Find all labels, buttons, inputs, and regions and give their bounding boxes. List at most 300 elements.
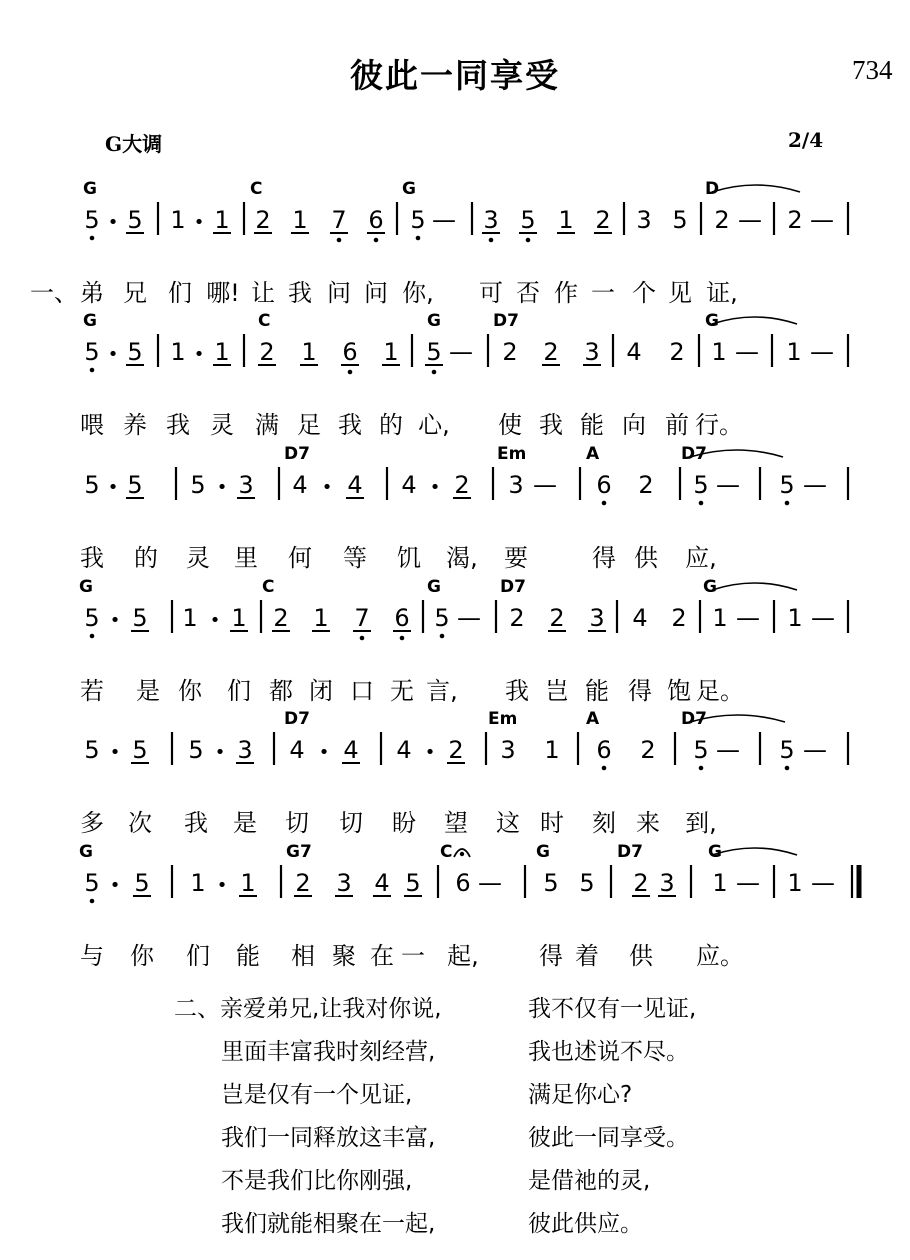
chord-symbol: C (440, 843, 453, 862)
chord-symbol: G (79, 578, 93, 597)
lyric-syllable: 无 (390, 677, 414, 705)
note: 5 (84, 604, 100, 632)
lyric-syllable: 我 (505, 677, 529, 705)
note: 7 (331, 206, 347, 234)
lyric-syllable: 我 (184, 809, 208, 837)
lyric-syllable: 起, (447, 942, 479, 970)
note: 6 (342, 338, 358, 366)
note: 5 (84, 338, 100, 366)
lyric-syllable: 何 (288, 544, 312, 572)
low-octave-dot (374, 238, 379, 243)
note: 3 (336, 869, 352, 897)
lyric-syllable: 我 (166, 411, 190, 439)
lyric-syllable: 足 (297, 411, 321, 439)
note: 1 (240, 869, 256, 897)
note: 3 (659, 869, 675, 897)
low-octave-dot (699, 766, 704, 771)
lyric-syllable: 证, (706, 279, 738, 307)
time-signature: 2/4 (788, 128, 824, 152)
note: 1 (383, 338, 399, 366)
chord-symbol: D7 (500, 578, 526, 597)
dot-extension: • (216, 875, 228, 896)
low-octave-dot (432, 370, 437, 375)
lyric-syllable: 聚 (332, 942, 356, 970)
chord-symbol: D7 (284, 710, 310, 729)
verse-2-second-half: 彼此一同享受。 (528, 1125, 689, 1151)
note: 5 (779, 736, 795, 764)
music-staff (0, 445, 910, 545)
chord-symbol: D7 (284, 445, 310, 464)
lyric-syllable: 饥 (397, 544, 421, 572)
lyric-syllable: 里 (234, 544, 258, 572)
lyric-syllable: 否 (516, 279, 540, 307)
chord-symbol: D7 (681, 710, 707, 729)
note: 1 (190, 869, 206, 897)
lyric-syllable: 作 (554, 279, 578, 307)
lyric-syllable: 得 (539, 942, 563, 970)
lyric-syllable: 见 (668, 279, 692, 307)
note: 2 (633, 869, 649, 897)
low-octave-dot (699, 501, 704, 506)
hold-dash: — (736, 869, 760, 897)
note: 4 (632, 604, 648, 632)
chord-symbol: C (250, 180, 263, 199)
note: 4 (396, 736, 412, 764)
lyric-syllable: 一 (591, 279, 615, 307)
low-octave-dot (416, 236, 421, 241)
dot-extension: • (429, 477, 441, 498)
note: 5 (190, 471, 206, 499)
verse-2-line (0, 1162, 910, 1202)
dot-extension: • (107, 212, 119, 233)
chord-symbol: D (705, 180, 720, 199)
note: 1 (712, 869, 728, 897)
low-octave-dot (348, 370, 353, 375)
lyric-syllable: 盼 (392, 809, 416, 837)
lyric-syllable: 得 (628, 677, 652, 705)
lyric-syllable: 饱 (667, 677, 691, 705)
note: 2 (543, 338, 559, 366)
note: 6 (394, 604, 410, 632)
lyric-syllable: 口 (350, 677, 374, 705)
lyric-syllable: 若 (80, 677, 104, 705)
note: 1 (786, 338, 802, 366)
lyric-line (0, 803, 910, 843)
hold-dash: — (432, 206, 456, 234)
lyric-syllable: 的 (379, 411, 403, 439)
note: 2 (509, 604, 525, 632)
system-1 (0, 180, 910, 310)
verse-2-second-half: 彼此供应。 (528, 1211, 643, 1237)
lyric-syllable: 多 (80, 809, 104, 837)
note: 2 (787, 206, 803, 234)
key-signature: G大调 (105, 132, 163, 156)
verse-2-line (0, 1205, 910, 1245)
note: 1 (170, 206, 186, 234)
system-2 (0, 312, 910, 442)
lyric-syllable: 喂 (80, 411, 104, 439)
note: 5 (134, 869, 150, 897)
low-octave-dot (602, 501, 607, 506)
note: 4 (401, 471, 417, 499)
low-octave-dot (360, 636, 365, 641)
lyric-syllable: 灵 (210, 411, 234, 439)
chord-symbol: Em (488, 710, 518, 729)
chord-symbol: D7 (681, 445, 707, 464)
lyric-syllable: 是 (136, 677, 160, 705)
lyric-syllable: 刻 (592, 809, 616, 837)
lyric-syllable: 能 (580, 411, 604, 439)
lyric-syllable: 养 (123, 411, 147, 439)
note: 2 (259, 338, 275, 366)
verse-2-line (0, 1076, 910, 1116)
lyric-syllable: 供 (629, 942, 653, 970)
note: 2 (595, 206, 611, 234)
note: 3 (508, 471, 524, 499)
chord-symbol: C (262, 578, 275, 597)
lyric-syllable: 供 (634, 544, 658, 572)
chord-symbol: A (586, 710, 600, 729)
note: 5 (520, 206, 536, 234)
low-octave-dot (785, 766, 790, 771)
system-5 (0, 710, 910, 840)
lyric-syllable: 都 (269, 677, 293, 705)
lyric-syllable: 一、 (30, 279, 78, 307)
low-octave-dot (526, 238, 531, 243)
lyric-syllable: 兄 (123, 279, 147, 307)
hold-dash: — (457, 604, 481, 632)
note: 4 (374, 869, 390, 897)
note: 3 (237, 736, 253, 764)
lyric-syllable: 这 (496, 809, 520, 837)
low-octave-dot (90, 368, 95, 373)
lyric-syllable: 闭 (309, 677, 333, 705)
hold-dash: — (716, 471, 740, 499)
note: 3 (483, 206, 499, 234)
chord-symbol: G (705, 312, 719, 331)
lyric-syllable: 弟 (80, 279, 104, 307)
lyric-syllable: 的 (134, 544, 158, 572)
lyric-syllable: 切 (285, 809, 309, 837)
note: 1 (711, 338, 727, 366)
music-staff (0, 843, 910, 943)
note: 4 (347, 471, 363, 499)
lyric-syllable: 渴, (446, 544, 478, 572)
chord-symbol: G7 (286, 843, 312, 862)
chord-symbol: G (427, 578, 441, 597)
lyric-line (0, 936, 910, 976)
lyric-line (0, 671, 910, 711)
verse-2-line (0, 1119, 910, 1159)
lyric-syllable: 着 (575, 942, 599, 970)
lyric-syllable: 应。 (696, 942, 744, 970)
note: 5 (188, 736, 204, 764)
note: 6 (596, 471, 612, 499)
verse-2-line (0, 990, 910, 1030)
verse-2-first-half: 我们一同释放这丰富, (221, 1125, 436, 1151)
lyric-syllable: 问 (364, 279, 388, 307)
dot-extension: • (193, 344, 205, 365)
lyric-syllable: 可 (479, 279, 503, 307)
dot-extension: • (109, 742, 121, 763)
lyric-syllable: 岂 (545, 677, 569, 705)
dot-extension: • (424, 742, 436, 763)
hold-dash: — (811, 869, 835, 897)
lyric-syllable: 哪! (206, 279, 240, 307)
lyric-syllable: 能 (585, 677, 609, 705)
lyric-syllable: 等 (343, 544, 367, 572)
lyric-syllable: 个 (632, 279, 656, 307)
hold-dash: — (803, 736, 827, 764)
system-6 (0, 843, 910, 973)
note: 2 (714, 206, 730, 234)
hold-dash: — (533, 471, 557, 499)
chord-symbol: G (708, 843, 722, 862)
low-octave-dot (90, 899, 95, 904)
chord-symbol: G (703, 578, 717, 597)
lyric-line (0, 273, 910, 313)
dot-extension: • (107, 344, 119, 365)
chord-symbol: G (427, 312, 441, 331)
chord-symbol: G (83, 312, 97, 331)
verse-2-first-half: 岂是仅有一个见证, (221, 1082, 413, 1108)
hold-dash: — (736, 604, 760, 632)
note: 5 (426, 338, 442, 366)
note: 1 (301, 338, 317, 366)
lyric-line (0, 538, 910, 578)
lyric-syllable: 要 (504, 544, 528, 572)
verse-2-first-half: 不是我们比你刚强, (221, 1168, 413, 1194)
chord-symbol: D7 (617, 843, 643, 862)
low-octave-dot (602, 766, 607, 771)
fermata-dot (460, 852, 464, 856)
note: 2 (669, 338, 685, 366)
note: 5 (84, 206, 100, 234)
lyric-syllable: 时 (540, 809, 564, 837)
dot-extension: • (107, 477, 119, 498)
lyric-syllable: 们 (168, 279, 192, 307)
note: 2 (638, 471, 654, 499)
lyric-syllable: 你, (402, 279, 434, 307)
tie-arc (712, 583, 797, 590)
note: 5 (579, 869, 595, 897)
note: 5 (434, 604, 450, 632)
note: 6 (596, 736, 612, 764)
hold-dash: — (478, 869, 502, 897)
lyric-syllable: 让 (251, 279, 275, 307)
lyric-syllable: 应, (685, 544, 717, 572)
note: 2 (502, 338, 518, 366)
music-staff (0, 180, 910, 280)
note: 1 (787, 869, 803, 897)
note: 1 (787, 604, 803, 632)
note: 5 (693, 736, 709, 764)
note: 1 (214, 206, 230, 234)
low-octave-dot (337, 238, 342, 243)
note: 2 (454, 471, 470, 499)
lyric-syllable: 满 (255, 411, 279, 439)
note: 1 (558, 206, 574, 234)
hold-dash: — (735, 338, 759, 366)
lyric-syllable: 们 (186, 942, 210, 970)
lyric-syllable: 问 (327, 279, 351, 307)
note: 4 (292, 471, 308, 499)
hymn-title: 彼此一同享受 (350, 56, 560, 95)
lyric-syllable: 一 (401, 942, 425, 970)
hold-dash: — (810, 338, 834, 366)
note: 5 (693, 471, 709, 499)
verse-2-second-half: 我也述说不尽。 (528, 1039, 689, 1065)
low-octave-dot (785, 501, 790, 506)
lyric-syllable: 是 (233, 809, 257, 837)
note: 2 (549, 604, 565, 632)
note: 5 (779, 471, 795, 499)
chord-symbol: G (402, 180, 416, 199)
note: 5 (84, 736, 100, 764)
tie-arc (712, 185, 800, 192)
chord-symbol: G (83, 180, 97, 199)
lyric-syllable: 你 (178, 677, 202, 705)
note: 1 (544, 736, 560, 764)
hold-dash: — (803, 471, 827, 499)
dot-extension: • (321, 477, 333, 498)
chord-symbol: C (258, 312, 271, 331)
verse-2-second-half: 满足你心? (528, 1082, 633, 1108)
note: 1 (712, 604, 728, 632)
lyric-syllable: 行。 (695, 411, 743, 439)
note: 2 (671, 604, 687, 632)
lyric-syllable: 我 (539, 411, 563, 439)
lyric-syllable: 使 (498, 411, 522, 439)
note: 5 (410, 206, 426, 234)
lyric-syllable: 我 (80, 544, 104, 572)
note: 2 (255, 206, 271, 234)
lyric-syllable: 心, (418, 411, 450, 439)
dot-extension: • (216, 477, 228, 498)
dot-extension: • (214, 742, 226, 763)
note: 5 (672, 206, 688, 234)
note: 4 (343, 736, 359, 764)
dot-extension: • (109, 610, 121, 631)
chord-symbol: Em (497, 445, 527, 464)
system-3 (0, 445, 910, 575)
note: 5 (84, 869, 100, 897)
note: 1 (231, 604, 247, 632)
hold-dash: — (811, 604, 835, 632)
note: 5 (405, 869, 421, 897)
lyric-syllable: 你 (130, 942, 154, 970)
lyric-syllable: 切 (339, 809, 363, 837)
lyric-syllable: 足。 (696, 677, 744, 705)
note: 3 (238, 471, 254, 499)
chord-symbol: D7 (493, 312, 519, 331)
lyric-syllable: 能 (236, 942, 260, 970)
lyric-syllable: 我 (288, 279, 312, 307)
lyric-syllable: 前 (665, 411, 689, 439)
tie-arc (712, 848, 797, 855)
lyric-syllable: 相 (291, 942, 315, 970)
music-staff (0, 312, 910, 412)
verse-2-second-half: 我不仅有一见证, (528, 996, 697, 1022)
note: 3 (636, 206, 652, 234)
chord-symbol: G (536, 843, 550, 862)
verse-2-first-half: 我们就能相聚在一起, (221, 1211, 436, 1237)
lyric-syllable: 次 (128, 809, 152, 837)
lyric-syllable: 们 (227, 677, 251, 705)
note: 1 (214, 338, 230, 366)
note: 5 (127, 471, 143, 499)
note: 7 (354, 604, 370, 632)
dot-extension: • (193, 212, 205, 233)
note: 3 (589, 604, 605, 632)
music-staff (0, 578, 910, 678)
note: 3 (584, 338, 600, 366)
hymn-number: 734 (852, 55, 893, 85)
lyric-syllable: 到, (685, 809, 717, 837)
note: 6 (368, 206, 384, 234)
verse-2-line (0, 1033, 910, 1073)
lyric-syllable: 得 (592, 544, 616, 572)
note: 1 (292, 206, 308, 234)
low-octave-dot (440, 634, 445, 639)
lyric-syllable: 灵 (186, 544, 210, 572)
note: 2 (448, 736, 464, 764)
lyric-syllable: 言, (426, 677, 458, 705)
verse-2-first-half: 二、亲爱弟兄,让我对你说, (174, 996, 442, 1022)
note: 5 (127, 206, 143, 234)
dot-extension: • (109, 875, 121, 896)
note: 1 (313, 604, 329, 632)
dot-extension: • (209, 610, 221, 631)
verse-2-first-half: 里面丰富我时刻经营, (221, 1039, 436, 1065)
note: 2 (273, 604, 289, 632)
note: 1 (182, 604, 198, 632)
note: 5 (127, 338, 143, 366)
hold-dash: — (716, 736, 740, 764)
note: 2 (295, 869, 311, 897)
note: 4 (289, 736, 305, 764)
note: 3 (500, 736, 516, 764)
low-octave-dot (489, 238, 494, 243)
note: 2 (640, 736, 656, 764)
note: 6 (455, 869, 471, 897)
note: 5 (132, 604, 148, 632)
verse-2-second-half: 是借祂的灵, (528, 1168, 651, 1194)
lyric-syllable: 我 (338, 411, 362, 439)
lyric-syllable: 向 (622, 411, 646, 439)
chord-symbol: G (79, 843, 93, 862)
note: 5 (543, 869, 559, 897)
tie-arc (712, 317, 797, 324)
low-octave-dot (90, 236, 95, 241)
lyric-syllable: 在 (370, 942, 394, 970)
note: 1 (170, 338, 186, 366)
note: 4 (626, 338, 642, 366)
lyric-syllable: 望 (444, 809, 468, 837)
dot-extension: • (318, 742, 330, 763)
low-octave-dot (400, 636, 405, 641)
lyric-line (0, 405, 910, 445)
note: 5 (132, 736, 148, 764)
hold-dash: — (449, 338, 473, 366)
lyric-syllable: 来 (636, 809, 660, 837)
chord-symbol: A (586, 445, 600, 464)
music-staff (0, 710, 910, 810)
low-octave-dot (90, 634, 95, 639)
note: 5 (84, 471, 100, 499)
hold-dash: — (738, 206, 762, 234)
hold-dash: — (810, 206, 834, 234)
